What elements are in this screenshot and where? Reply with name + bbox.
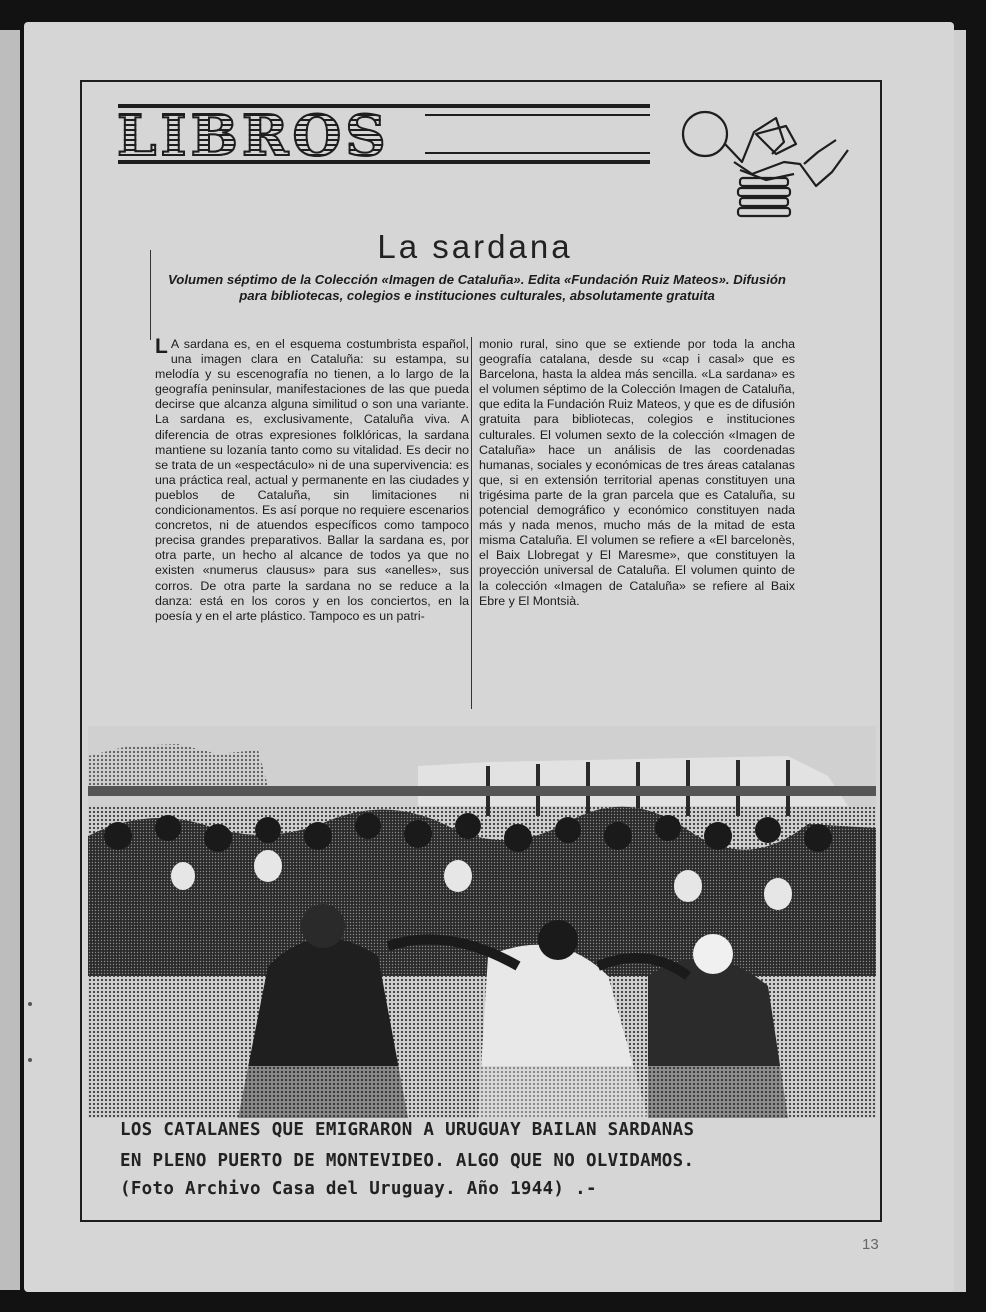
binding-hole <box>28 1058 32 1062</box>
books-logo-icon <box>676 104 856 224</box>
article-column-1 <box>155 337 469 624</box>
column-1-text: A sardana es, en el esquema costumbrista español, una imagen clara en Cataluña: su estampa, su melodía y su escenografía no tienen, a lo largo de la geografía peninsular, manifestaciones de las que pueda decirse que alcanza alguna similitud o son una variante. La sardana es, exclusivamente, Cataluña viva. A diferencia de otras expresiones folklóricas, la sardana mantiene su lozanía tanto como su vitalidad. Es decir no se trata de un «espectáculo» ni de una supervivencia: es una práctica real, actual y permanente en las ciudades y pueblos de Cataluña, sin limitaciones ni condicionamentos. Es así porque no requiere escenarios concretos, ni de atuendos específicos como tampoco precisa grandes preparativos. Ballar la sardana es, por otra parte, un hecho al alcance de todos ya que no existen «numerus clausus» para sus «anelles», sus corros. De otra parte la sardana no se reduce a la danza: está en los coros y en los conciertos, en la poesía y en el arte plástico. Tampoco es un patri- <box>155 337 469 623</box>
sardana-dance-photo <box>88 726 876 1118</box>
binding-hole <box>28 1002 32 1006</box>
photo-caption-line-2: EN PLENO PUERTO DE MONTEVIDEO. ALGO QUE NO OLVIDAMOS. <box>120 1151 695 1171</box>
section-title: LIBROS <box>117 103 390 169</box>
previous-page-edge <box>0 30 20 1290</box>
article-column-2: monio rural, sino que se extiende por toda la ancha geografía catalana, desde su «cap i casal» que es Barcelona, hasta la aldea más sencilla. «La sardana» es el volumen séptimo de la Colección Imagen de Cataluña, que edita la Fundación Ruiz Mateos, y que es de difusión gratuita para bibliotecas, colegios e instituciones culturales. El volumen sexto de la colección «Imagen de Cataluña» hace un análisis de las coordenadas humanas, sociales y económicas de tres áreas catalanas que, si en extensión territorial apenas constituyen una trigésima parte de la gran parcela que es Cataluña, su potencial demográfico y económico constituyen nada más y nada menos, mucho más de la mitad de esta misma Cataluña. El volumen se refiere a «El barcelonès, el Baix Llobregat y El Maresme», que constituyen la proyección universal de Cataluña. El volumen quinto de la colección «Imagen de Cataluña» se refiere al Baix Ebre y El Montsià. <box>479 337 795 608</box>
photo-caption-line-1: LOS CATALANES QUE EMIGRARON A URUGUAY BAILAN SARDANAS <box>120 1120 695 1140</box>
header-rule <box>425 114 650 116</box>
photo-credit: (Foto Archivo Casa del Uruguay. Año 1944) .- <box>120 1179 597 1199</box>
drop-cap: L <box>155 335 168 358</box>
column-rule <box>471 337 472 709</box>
article-title: La sardana <box>377 228 573 265</box>
header-rule <box>425 152 650 154</box>
page-number: 13 <box>862 1236 879 1253</box>
article-subtitle: Volumen séptimo de la Colección «Imagen de Cataluña». Edita «Fundación Ruiz Mateos». Difusión para bibliotecas, colegios e instituciones culturales, absolutamente gratuita <box>168 272 786 303</box>
